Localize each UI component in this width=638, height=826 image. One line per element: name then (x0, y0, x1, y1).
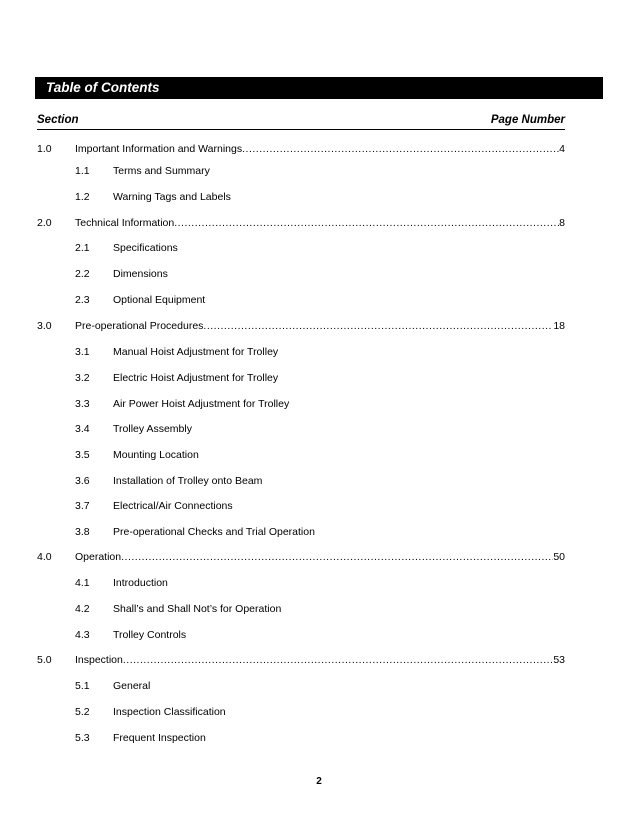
toc-subentry[interactable] (75, 679, 475, 694)
toc-subentry-number: 1.2 (75, 191, 90, 203)
toc-entry-page: 18 (553, 320, 565, 332)
toc-subentry[interactable] (75, 628, 475, 643)
toc-entry-number: 3.0 (37, 320, 52, 332)
toc-subentry-label: General (113, 680, 151, 692)
toc-subentry-label: Warning Tags and Labels (113, 191, 231, 203)
toc-subentry[interactable] (75, 422, 475, 437)
toc-title-bar (35, 77, 603, 99)
toc-entry-number: 2.0 (37, 217, 52, 229)
toc-subentry-number: 3.1 (75, 346, 90, 358)
toc-subentry-label: Frequent Inspection (113, 732, 206, 744)
toc-entry[interactable] (37, 319, 565, 334)
toc-entry-page: 53 (553, 654, 565, 666)
toc-entry-page: 4 (559, 143, 565, 155)
toc-subentry[interactable] (75, 371, 475, 386)
toc-subentry-label: Inspection Classification (113, 706, 226, 718)
toc-entry-page: 50 (553, 551, 565, 563)
toc-subentry-number: 4.1 (75, 577, 90, 589)
toc-entry-number: 4.0 (37, 551, 52, 563)
toc-subentry-label: Terms and Summary (113, 165, 210, 177)
toc-subentry-label: Optional Equipment (113, 294, 206, 306)
toc-subentry[interactable] (75, 448, 475, 463)
toc-subentry[interactable] (75, 499, 475, 514)
toc-entry-number: 5.0 (37, 654, 52, 666)
toc-subentry-number: 3.3 (75, 398, 90, 410)
toc-entry[interactable] (37, 216, 565, 231)
toc-subentry-label: Air Power Hoist Adjustment for Trolley (113, 398, 290, 410)
dot-leader (174, 216, 559, 231)
toc-entry-label: Important Information and Warnings (75, 143, 243, 155)
toc-subentry-label: Introduction (113, 577, 168, 589)
toc-subentry[interactable] (75, 525, 475, 540)
dot-leader (123, 653, 553, 668)
toc-subentry[interactable] (75, 345, 475, 360)
toc-entry[interactable] (37, 142, 565, 157)
toc-subentry-label: Electrical/Air Connections (113, 500, 233, 512)
dot-leader (121, 550, 553, 565)
toc-subentry-number: 5.3 (75, 732, 90, 744)
toc-subentry-label: Pre-operational Checks and Trial Operation (113, 526, 315, 538)
toc-subentry-number: 3.4 (75, 423, 90, 435)
toc-subentry-number: 3.7 (75, 500, 90, 512)
toc-entry-number: 1.0 (37, 143, 52, 155)
toc-subentry[interactable] (75, 241, 475, 256)
toc-subentry[interactable] (75, 164, 475, 179)
toc-subentry-label: Electric Hoist Adjustment for Trolley (113, 372, 279, 384)
toc-subentry[interactable] (75, 397, 475, 412)
toc-subentry-label: Mounting Location (113, 449, 199, 461)
section-column-header: Section (37, 114, 79, 126)
toc-subentry-number: 2.1 (75, 242, 90, 254)
toc-subentry-number: 4.3 (75, 629, 90, 641)
toc-subentry-label: Shall’s and Shall Not’s for Operation (113, 603, 282, 615)
toc-subentry-number: 3.8 (75, 526, 90, 538)
page-number-column-header: Page Number (490, 114, 565, 126)
toc-subentry-number: 4.2 (75, 603, 90, 615)
toc-subentry[interactable] (75, 267, 475, 282)
toc-entry-label: Technical Information (75, 217, 175, 229)
dot-leader (242, 142, 559, 157)
toc-subentry-number: 3.5 (75, 449, 90, 461)
toc-subentry-number: 2.3 (75, 294, 90, 306)
toc-subentry-number: 5.2 (75, 706, 90, 718)
toc-subentry-number: 1.1 (75, 165, 90, 177)
toc-subentry-label: Installation of Trolley onto Beam (113, 475, 263, 487)
toc-entry[interactable] (37, 550, 565, 565)
toc-subentry-label: Dimensions (113, 268, 168, 280)
toc-subentry-number: 3.2 (75, 372, 90, 384)
toc-subentry-label: Specifications (113, 242, 178, 254)
toc-subentry-label: Manual Hoist Adjustment for Trolley (113, 346, 279, 358)
toc-subentry[interactable] (75, 576, 475, 591)
dot-leader (203, 319, 553, 334)
toc-subentry-number: 2.2 (75, 268, 90, 280)
toc-subentry-label: Trolley Controls (113, 629, 187, 641)
toc-subentry[interactable] (75, 602, 475, 617)
toc-entry-label: Operation (75, 551, 122, 563)
toc-entry-label: Pre-operational Procedures (75, 320, 204, 332)
toc-subentry-label: Trolley Assembly (113, 423, 192, 435)
toc-subentry[interactable] (75, 731, 475, 746)
toc-subentry[interactable] (75, 705, 475, 720)
toc-title: Table of Contents (46, 80, 160, 95)
toc-entry-label: Inspection (75, 654, 123, 666)
toc-subentry[interactable] (75, 474, 475, 489)
page-footer-number: 2 (316, 776, 322, 787)
toc-header-row (37, 113, 565, 130)
toc-subentry-number: 3.6 (75, 475, 90, 487)
toc-entry[interactable] (37, 653, 565, 668)
toc-subentry-number: 5.1 (75, 680, 90, 692)
toc-subentry[interactable] (75, 293, 475, 308)
toc-subentry[interactable] (75, 190, 475, 205)
toc-entry-page: 8 (559, 217, 565, 229)
